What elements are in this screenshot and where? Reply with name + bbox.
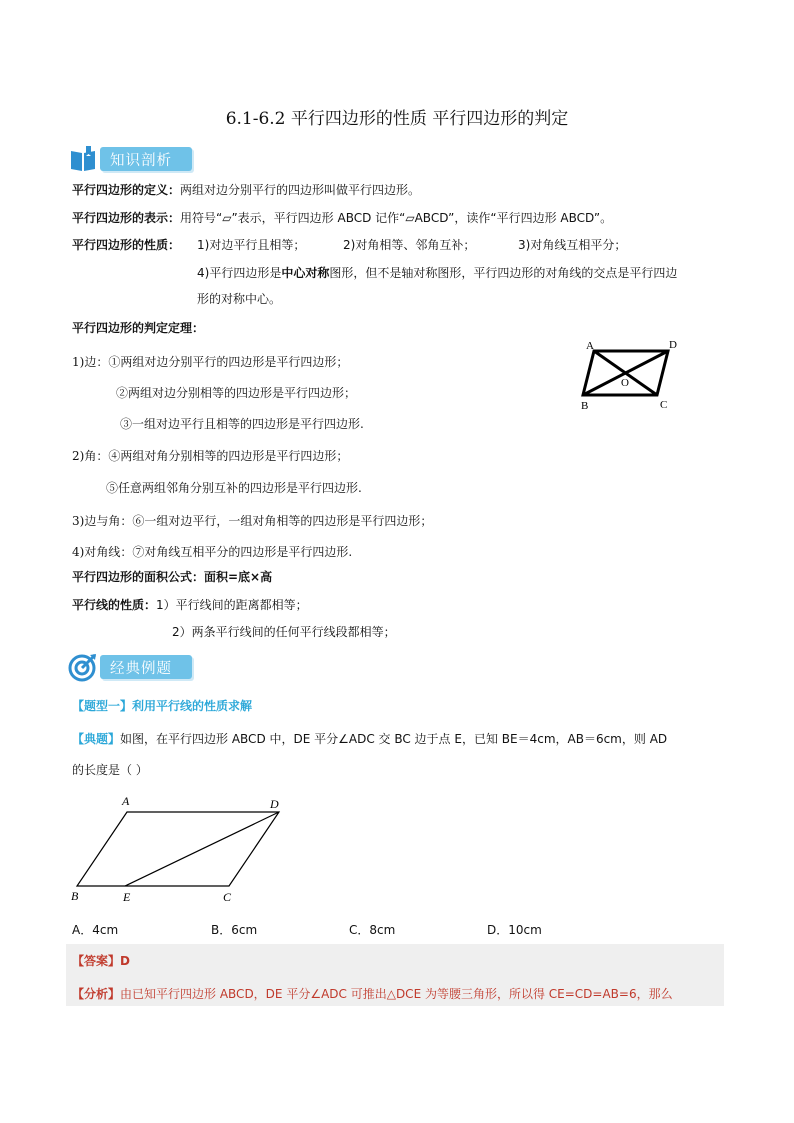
definition-line: 平行四边形的定义：两组对边分别平行的四边形叫做平行四边形。 — [72, 183, 421, 197]
label-o: O — [621, 377, 629, 389]
theorem-6: 3)边与角：⑥一组对边平行，一组对角相等的四边形是平行四边形； — [72, 514, 433, 528]
label-d: D — [669, 339, 677, 351]
property-2: 2)对角相等、邻角互补； — [343, 238, 476, 252]
page-title: 6.1-6.2 平行四边形的性质 平行四边形的判定 — [225, 109, 569, 129]
parallel-line-2: 2）两条平行线间的任何平行线段都相等； — [172, 625, 396, 639]
parallel-line-1: 平行线的性质：1）平行线间的距离都相等； — [72, 598, 308, 612]
property-1: 1)对边平行且相等； — [197, 238, 306, 252]
parallelogram-abcd — [77, 812, 279, 886]
book-icon — [68, 144, 98, 174]
property-3: 3)对角线互相平分； — [518, 238, 627, 252]
label-d: D — [270, 797, 279, 811]
parallelogram-figure — [574, 334, 694, 414]
question-line-2: 的长度是（ ） — [72, 763, 148, 777]
theorem-4: 2)角：④两组对角分别相等的四边形是平行四边形； — [72, 449, 349, 463]
question-line-1: 【典题】如图，在平行四边形 ABCD 中，DE 平分∠ADC 交 BC 边于点 E，已知 BE＝4cm，AB＝6cm，则 AD — [72, 732, 668, 746]
theorems-label: 平行四边形的判定定理： — [72, 321, 205, 335]
label-e: E — [123, 890, 131, 904]
notation-line: 平行四边形的表示：用符号“▱”表示，平行四边形 ABCD 记作“▱ABCD”，读作“平行四边形 ABCD”。 — [72, 211, 613, 225]
analysis-line: 【分析】由已知平行四边形 ABCD，DE 平分∠ADC 可推出△DCE 为等腰三角形，所以得 CE=CD=AB=6，那么 — [72, 987, 673, 1001]
option-b: B．6cm — [211, 923, 258, 937]
question-type-label: 【题型一】利用平行线的性质求解 — [72, 699, 253, 713]
answer-line: 【答案】D — [72, 954, 130, 968]
label-b: B — [71, 889, 79, 903]
theorem-2: ②两组对边分别相等的四边形是平行四边形； — [116, 386, 357, 400]
option-d: D．10cm — [487, 923, 542, 937]
label-b: B — [581, 400, 589, 412]
section-label: 经典例题 — [110, 661, 172, 677]
area-formula: 平行四边形的面积公式：面积=底×高 — [72, 570, 273, 584]
target-icon — [68, 652, 98, 682]
option-a: A．4cm — [72, 923, 119, 937]
property-4-cont: 形的对称中心。 — [197, 292, 282, 306]
theorem-7: 4)对角线：⑦对角线互相平分的四边形是平行四边形. — [72, 545, 353, 559]
label-a: A — [586, 340, 594, 352]
theorem-1: 1)边：①两组对边分别平行的四边形是平行四边形； — [72, 355, 349, 369]
label-a: A — [122, 794, 130, 808]
theorem-5: ⑤任意两组邻角分别互补的四边形是平行四边形. — [106, 481, 362, 495]
property-4: 4)平行四边形是中心对称图形，但不是轴对称图形，平行四边形的对角线的交点是平行四边 — [197, 266, 678, 280]
segment-de — [125, 812, 279, 886]
label-c: C — [660, 399, 668, 411]
question-figure — [68, 792, 288, 908]
theorem-3: ③一组对边平行且相等的四边形是平行四边形. — [120, 417, 364, 431]
section-label: 知识剖析 — [110, 153, 172, 169]
option-c: C．8cm — [349, 923, 396, 937]
label-c: C — [223, 890, 232, 904]
properties-line: 平行四边形的性质： — [72, 238, 181, 252]
